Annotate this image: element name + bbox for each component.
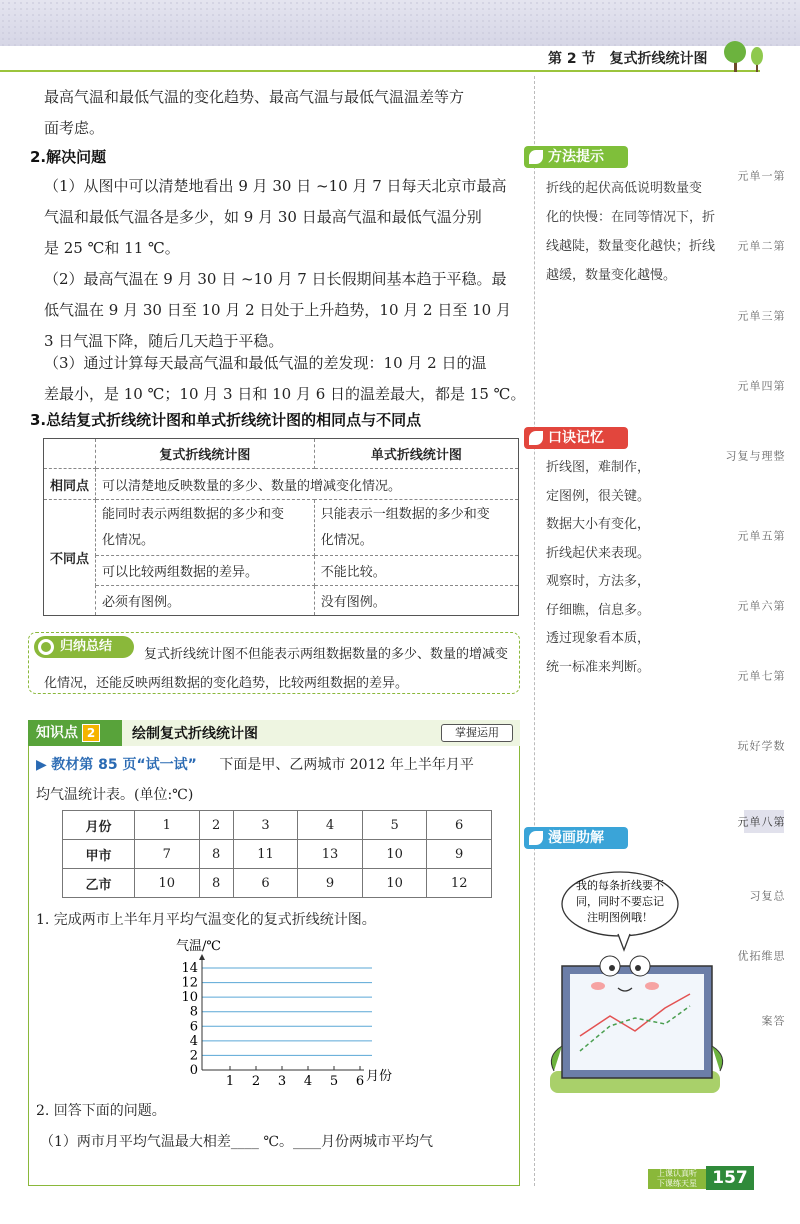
table-row xyxy=(63,811,492,840)
table-cell: 11 xyxy=(233,840,298,869)
sidebar-unit-tab[interactable]: 整理与复习 xyxy=(724,450,785,461)
cartoon-chart-character xyxy=(540,866,730,1096)
comic-bubble-line: 我的每条折线要不 xyxy=(576,879,664,892)
y-tick-label: 10 xyxy=(181,990,198,1006)
leaf-icon xyxy=(529,831,543,845)
triangle-right-icon: ▶ xyxy=(36,757,47,773)
table-cell: 6 xyxy=(427,811,492,840)
sidebar-unit-tab[interactable]: 思维拓优 xyxy=(736,950,785,961)
row-header: 相同点 xyxy=(44,469,96,500)
table-cell: 可以比较两组数据的差异。 xyxy=(96,556,315,586)
table-cell: 10 xyxy=(135,869,200,898)
header-rule xyxy=(0,70,760,72)
table-cell: 10 xyxy=(362,840,427,869)
line-chart xyxy=(160,934,410,1094)
rhyme-line: 仔细瞧，信息多。 xyxy=(546,602,651,618)
summary-badge: 归纳总结 xyxy=(34,636,134,658)
table-corner xyxy=(44,439,96,469)
table-cell: 12 xyxy=(427,869,492,898)
sidebar-unit-tab[interactable]: 第六单元 xyxy=(736,600,785,611)
solve-heading: 2.解决问题 xyxy=(30,148,107,166)
rhyme-line: 折线起伏来表现。 xyxy=(546,545,651,561)
rhyme-line: 定图例，很关键。 xyxy=(546,488,651,504)
y-tick-label: 2 xyxy=(189,1048,198,1064)
row-header: 乙市 xyxy=(63,869,135,898)
compare-heading: 3.总结复式折线统计图和单式折线统计图的相同点与不同点 xyxy=(30,411,422,429)
y-tick-label: 0 xyxy=(189,1063,198,1078)
table-cell: 9 xyxy=(427,840,492,869)
knowledge-number: 2 xyxy=(82,724,100,742)
y-axis-arrow-icon xyxy=(199,954,205,960)
page-number: 157 xyxy=(706,1166,754,1190)
rhyme-line: 统一标准来判断。 xyxy=(546,659,651,675)
table-cell: 能同时表示两组数据的多少和变 化情况。 xyxy=(96,500,315,556)
tree-icon xyxy=(722,38,772,74)
x-tick-label: 6 xyxy=(355,1074,365,1089)
question-2: 2. 回答下面的问题。 xyxy=(36,1103,166,1119)
table-cell: 必须有图例。 xyxy=(96,586,315,616)
table-cell: 3 xyxy=(233,811,298,840)
sidebar-unit-tab[interactable]: 答案 xyxy=(760,1015,785,1026)
knowledge-label: 知识点 2 xyxy=(28,720,122,746)
textbook-reference: 教材第 85 页“试一试” xyxy=(51,757,197,773)
table-cell: 不能比较。 xyxy=(314,556,518,586)
column-divider xyxy=(534,76,535,1186)
table-row xyxy=(44,586,519,616)
row-header: 不同点 xyxy=(44,500,96,616)
header-band xyxy=(0,0,800,46)
table-row xyxy=(44,500,519,556)
x-tick-label: 2 xyxy=(251,1074,261,1089)
table-cell: 9 xyxy=(298,869,363,898)
table-cell: 4 xyxy=(298,811,363,840)
y-tick-label: 8 xyxy=(189,1004,198,1020)
section-name: 复式折线统计图 xyxy=(609,51,708,67)
sidebar-unit-tab[interactable]: 第八单元 xyxy=(744,810,784,833)
summary-text: 复式折线统计图不但能表示两组数据数量的多少、数量的增减变化情况，还能反映两组数据的变化趋势，比较两组数据的差异。 xyxy=(44,647,509,691)
leaf-icon xyxy=(529,150,543,164)
y-tick-label: 12 xyxy=(181,975,198,991)
table-cell: 1 xyxy=(135,811,200,840)
sidebar-unit-tab[interactable]: 总复习 xyxy=(748,890,785,901)
knowledge-title: 绘制复式折线统计图 xyxy=(132,726,258,742)
column-header: 复式折线统计图 xyxy=(96,439,315,469)
row-header: 甲市 xyxy=(63,840,135,869)
y-tick-label: 4 xyxy=(189,1033,198,1049)
sidebar-unit-tab[interactable]: 第二单元 xyxy=(736,240,785,251)
rhyme-line: 折线图，难制作， xyxy=(546,460,651,475)
x-tick-label: 1 xyxy=(225,1074,235,1089)
section-title xyxy=(548,48,708,68)
table-cell: 可以清楚地反映数量的多少、数量的增减变化情况。 xyxy=(96,469,519,500)
rhyme-lines xyxy=(546,454,650,682)
x-tick-label: 4 xyxy=(303,1074,313,1089)
x-tick-label: 3 xyxy=(277,1074,287,1089)
column-header: 单式折线统计图 xyxy=(314,439,518,469)
rhyme-line: 数据大小有变化， xyxy=(546,517,651,532)
question-2-1: （1）两市月平均气温最大相差____ ℃。____月份两城市平均气 xyxy=(40,1134,434,1150)
table-row xyxy=(63,840,492,869)
y-tick-label: 14 xyxy=(181,961,198,976)
comic-badge: 漫画助解 xyxy=(524,827,628,849)
rhyme-line: 观察时，方法多， xyxy=(546,574,651,589)
method-text: 折线的起伏高低说明数量变 化的快慢：在同等情况下，折 线越陡，数量变化越快；折线 越缓，数量变化越慢。 xyxy=(546,181,716,283)
exercise-intro: ▶ 教材第 85 页“试一试” 下面是甲、乙两城市 2012 年上半年月平 均气温统计表。(单位:℃) xyxy=(36,757,474,803)
table-cell: 8 xyxy=(199,869,233,898)
sidebar-unit-tab[interactable]: 第四单元 xyxy=(736,380,785,391)
row-header: 月份 xyxy=(63,811,135,840)
intro-text: 最高气温和最低气温的变化趋势、最高气温与最低气温温差等方 面考虑。 xyxy=(44,88,465,137)
question-1: 1. 完成两市上半年月平均气温变化的复式折线统计图。 xyxy=(36,912,376,928)
table-cell: 6 xyxy=(233,869,298,898)
x-tick-label: 5 xyxy=(329,1074,339,1089)
table-row xyxy=(44,556,519,586)
table-cell: 2 xyxy=(199,811,233,840)
footer-tag: 上课认真听 下课练天星 xyxy=(648,1169,706,1189)
table-row xyxy=(63,869,492,898)
comic-bubble-line: 同，同时不要忘记 xyxy=(576,895,664,908)
table-row xyxy=(44,439,519,469)
comparison-table xyxy=(43,438,519,616)
rhyme-line: 透过现象看本质， xyxy=(546,631,651,646)
table-row xyxy=(44,469,519,500)
section-number: 第 2 节 xyxy=(548,51,596,67)
sidebar-unit-tab[interactable]: 第七单元 xyxy=(736,670,785,681)
table-cell: 10 xyxy=(362,869,427,898)
table-cell: 8 xyxy=(199,840,233,869)
table-cell: 只能表示一组数据的多少和变 化情况。 xyxy=(314,500,518,556)
x-axis-label: 月份 xyxy=(366,1069,393,1084)
sidebar-unit-tab[interactable]: 第三单元 xyxy=(736,310,785,321)
temperature-table xyxy=(62,810,492,898)
leaf-icon xyxy=(529,431,543,445)
sidebar-unit-tab[interactable]: 第一单元 xyxy=(736,170,785,181)
method-badge: 方法提示 xyxy=(524,146,628,168)
solve-paragraph-3: （3）通过计算每天最高气温和最低气温的差发现：10 月 2 日的温 差最小，是 10 ℃；10 月 3 日和 10 月 6 日的温差最大，都是 15 ℃。 xyxy=(44,354,526,403)
solve-paragraph-1: （1）从图中可以清楚地看出 9 月 30 日 ~10 月 7 日每天北京市最高 气温和最低气温各是多少，如 9 月 30 日最高气温和最低气温分别 是 25 ℃和 11 ℃。 xyxy=(44,177,507,257)
rhyme-badge: 口诀记忆 xyxy=(524,427,628,449)
knowledge-tag: 掌握运用 xyxy=(441,724,513,742)
sidebar-unit-tab[interactable]: 数学好玩 xyxy=(736,740,785,751)
y-axis-label: 气温/℃ xyxy=(176,939,221,954)
table-cell: 7 xyxy=(135,840,200,869)
table-cell: 没有图例。 xyxy=(314,586,518,616)
y-tick-label: 6 xyxy=(189,1019,198,1035)
sidebar-unit-tab[interactable]: 第五单元 xyxy=(736,530,785,541)
table-cell: 13 xyxy=(298,840,363,869)
table-cell: 5 xyxy=(362,811,427,840)
comic-bubble-line: 注明图例哦！ xyxy=(587,911,653,924)
solve-paragraph-2: （2）最高气温在 9 月 30 日 ~10 月 7 日长假期间基本趋于平稳。最 低气温在 9 月 30 日至 10 月 2 日处于上升趋势，10 月 2 日至 10 月 3 日气温下降，随后几天趋于平稳。 xyxy=(44,270,511,350)
